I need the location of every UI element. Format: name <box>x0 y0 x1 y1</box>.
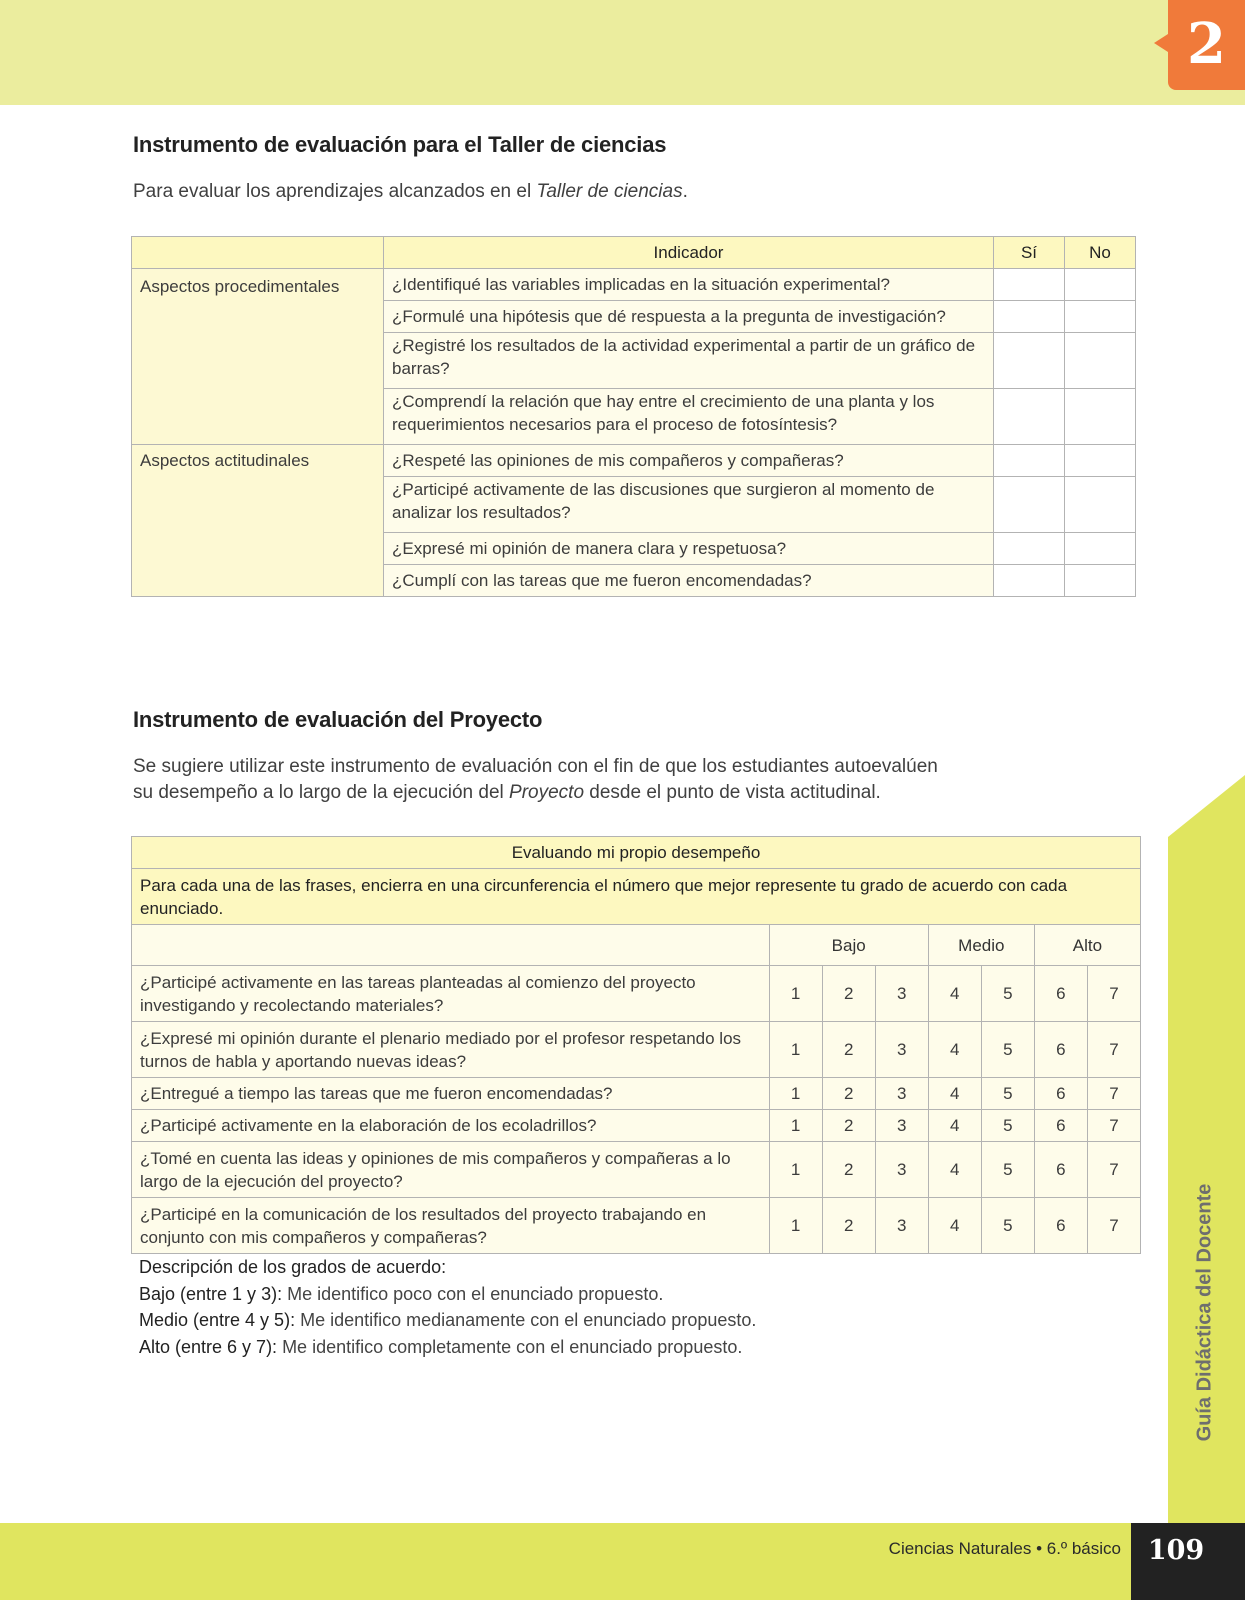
indicator-cell: ¿Registré los resultados de la actividad experimental a partir de un gráfico de barras? <box>384 333 994 389</box>
footer-text: Ciencias Naturales • 6.º básico <box>888 1539 1121 1558</box>
scale-option[interactable]: 6 <box>1034 1078 1087 1110</box>
yes-check-cell[interactable] <box>994 445 1065 477</box>
scale-option[interactable]: 3 <box>875 1110 928 1142</box>
self-assessment-table <box>131 836 1141 1254</box>
description-item <box>139 1281 756 1308</box>
scale-option[interactable]: 4 <box>928 1198 981 1254</box>
scale-option[interactable]: 3 <box>875 1142 928 1198</box>
yes-check-cell[interactable] <box>994 477 1065 533</box>
scale-option[interactable]: 4 <box>928 1142 981 1198</box>
empty-header-cell <box>132 925 770 966</box>
statement-cell: ¿Expresé mi opinión durante el plenario mediado por el profesor respetando los turnos de habla y aportando nuevas ideas? <box>132 1022 770 1078</box>
table-title: Evaluando mi propio desempeño <box>132 837 1141 869</box>
indicator-cell: ¿Respeté las opiniones de mis compañeros y compañeras? <box>384 445 994 477</box>
scale-option[interactable]: 5 <box>981 1110 1034 1142</box>
scale-option[interactable]: 4 <box>928 966 981 1022</box>
chapter-number: 2 <box>1187 11 1226 77</box>
aspect-label: Aspectos procedimentales <box>132 269 384 445</box>
indicator-cell: ¿Participé activamente de las discusiones que surgieron al momento de analizar los resultados? <box>384 477 994 533</box>
yes-check-cell[interactable] <box>994 269 1065 301</box>
table-row <box>132 1110 1141 1142</box>
yes-check-cell[interactable] <box>994 533 1065 565</box>
yes-check-cell[interactable] <box>994 301 1065 333</box>
empty-header-cell <box>132 237 384 269</box>
scale-option[interactable]: 5 <box>981 1078 1034 1110</box>
intro-text: Para evaluar los aprendizajes alcanzados en el <box>133 181 537 202</box>
indicator-cell: ¿Formulé una hipótesis que dé respuesta a la pregunta de investigación? <box>384 301 994 333</box>
intro-text: desde el punto de vista actitudinal. <box>584 782 881 803</box>
level-high-header: Alto <box>1034 925 1140 966</box>
statement-cell: ¿Participé activamente en la elaboración de los ecoladrillos? <box>132 1110 770 1142</box>
scale-option[interactable]: 2 <box>822 1142 875 1198</box>
description-item <box>139 1334 756 1361</box>
scale-option[interactable]: 3 <box>875 966 928 1022</box>
scale-option[interactable]: 7 <box>1087 1142 1140 1198</box>
description-text: Me identifico medianamente con el enunciado propuesto. <box>295 1310 757 1330</box>
scale-option[interactable]: 7 <box>1087 1022 1140 1078</box>
table-row <box>132 966 1141 1022</box>
description-label: Alto (entre 6 y 7): <box>139 1336 278 1357</box>
description-item <box>139 1307 756 1334</box>
no-check-cell[interactable] <box>1065 333 1136 389</box>
indicator-cell: ¿Comprendí la relación que hay entre el crecimiento de una planta y los requerimientos necesarios para el proceso de fotosíntesis? <box>384 389 994 445</box>
side-label-text: Guía Didáctica del Docente <box>1193 1183 1216 1442</box>
scale-option[interactable]: 2 <box>822 966 875 1022</box>
scale-option[interactable]: 7 <box>1087 966 1140 1022</box>
scale-option[interactable]: 3 <box>875 1078 928 1110</box>
description-label: Bajo (entre 1 y 3): <box>139 1283 283 1304</box>
scale-option[interactable]: 4 <box>928 1022 981 1078</box>
description-text: Me identifico poco con el enunciado propuesto. <box>282 1283 664 1304</box>
page-number-box <box>1131 1523 1245 1600</box>
section1-title: Instrumento de evaluación para el Taller de ciencias <box>133 132 667 157</box>
table-instruction: Para cada una de las frases, encierra en una circunferencia el número que mejor represente tu grado de acuerdo con cada enunciado. <box>132 869 1141 925</box>
scale-option[interactable]: 5 <box>981 1142 1034 1198</box>
scale-option[interactable]: 1 <box>769 1142 822 1198</box>
intro-italic: Taller de ciencias <box>536 181 683 202</box>
scale-option[interactable]: 5 <box>981 966 1034 1022</box>
no-check-cell[interactable] <box>1065 533 1136 565</box>
no-check-cell[interactable] <box>1065 477 1136 533</box>
aspect-label: Aspectos actitudinales <box>132 445 384 597</box>
scale-option[interactable]: 6 <box>1034 1198 1087 1254</box>
no-header: No <box>1065 237 1136 269</box>
description-heading: Descripción de los grados de acuerdo: <box>139 1257 447 1277</box>
scale-option[interactable]: 7 <box>1087 1078 1140 1110</box>
indicator-cell: ¿Cumplí con las tareas que me fueron encomendadas? <box>384 565 994 597</box>
scale-option[interactable]: 4 <box>928 1078 981 1110</box>
yes-header: Sí <box>994 237 1065 269</box>
scale-option[interactable]: 2 <box>822 1022 875 1078</box>
statement-cell: ¿Participé activamente en las tareas planteadas al comienzo del proyecto investigando y recolectando materiales? <box>132 966 770 1022</box>
section2-intro <box>133 754 938 806</box>
scale-option[interactable]: 1 <box>769 1022 822 1078</box>
workshop-evaluation-table <box>131 236 1136 597</box>
agreement-description <box>139 1254 756 1360</box>
indicator-header: Indicador <box>384 237 994 269</box>
no-check-cell[interactable] <box>1065 389 1136 445</box>
scale-option[interactable]: 5 <box>981 1198 1034 1254</box>
no-check-cell[interactable] <box>1065 301 1136 333</box>
no-check-cell[interactable] <box>1065 269 1136 301</box>
yes-check-cell[interactable] <box>994 565 1065 597</box>
scale-option[interactable]: 3 <box>875 1022 928 1078</box>
section2-title: Instrumento de evaluación del Proyecto <box>133 707 543 732</box>
scale-option[interactable]: 1 <box>769 1198 822 1254</box>
scale-option[interactable]: 7 <box>1087 1110 1140 1142</box>
table-row <box>132 1142 1141 1198</box>
scale-option[interactable]: 1 <box>769 1078 822 1110</box>
scale-option[interactable]: 4 <box>928 1110 981 1142</box>
yes-check-cell[interactable] <box>994 333 1065 389</box>
scale-option[interactable]: 6 <box>1034 966 1087 1022</box>
no-check-cell[interactable] <box>1065 445 1136 477</box>
indicator-cell: ¿Identifiqué las variables implicadas en la situación experimental? <box>384 269 994 301</box>
yes-check-cell[interactable] <box>994 389 1065 445</box>
intro-text: Se sugiere utilizar este instrumento de evaluación con el fin de que los estudiantes autoevalúen <box>133 756 938 777</box>
side-label <box>1160 1125 1245 1500</box>
statement-cell: ¿Participé en la comunicación de los resultados del proyecto trabajando en conjunto con mis compañeros y compañeras? <box>132 1198 770 1254</box>
statement-cell: ¿Entregué a tiempo las tareas que me fueron encomendadas? <box>132 1078 770 1110</box>
chapter-tab <box>1168 0 1245 90</box>
intro-italic: Proyecto <box>509 782 585 803</box>
scale-option[interactable]: 5 <box>981 1022 1034 1078</box>
top-band <box>0 0 1245 105</box>
table-row <box>132 269 1136 301</box>
scale-option[interactable]: 2 <box>822 1110 875 1142</box>
table-row <box>132 1022 1141 1078</box>
scale-option[interactable]: 6 <box>1034 1022 1087 1078</box>
table-row <box>132 1198 1141 1254</box>
scale-option[interactable]: 2 <box>822 1078 875 1110</box>
page-number: 109 <box>1147 1535 1205 1566</box>
table-row <box>132 1078 1141 1110</box>
intro-text: su desempeño a lo largo de la ejecución del <box>133 782 510 803</box>
scale-option[interactable]: 6 <box>1034 1110 1087 1142</box>
scale-option[interactable]: 7 <box>1087 1198 1140 1254</box>
table-row <box>132 445 1136 477</box>
description-label: Medio (entre 4 y 5): <box>139 1310 296 1330</box>
no-check-cell[interactable] <box>1065 565 1136 597</box>
section1-intro <box>133 179 688 205</box>
scale-option[interactable]: 2 <box>822 1198 875 1254</box>
indicator-cell: ¿Expresé mi opinión de manera clara y respetuosa? <box>384 533 994 565</box>
level-medium-header: Medio <box>928 925 1034 966</box>
level-low-header: Bajo <box>769 925 928 966</box>
scale-option[interactable]: 6 <box>1034 1142 1087 1198</box>
statement-cell: ¿Tomé en cuenta las ideas y opiniones de mis compañeros y compañeras a lo largo de la ejecución del proyecto? <box>132 1142 770 1198</box>
scale-option[interactable]: 3 <box>875 1198 928 1254</box>
intro-text: . <box>682 181 688 202</box>
scale-option[interactable]: 1 <box>769 1110 822 1142</box>
scale-option[interactable]: 1 <box>769 966 822 1022</box>
description-text: Me identifico completamente con el enunciado propuesto. <box>277 1336 743 1357</box>
